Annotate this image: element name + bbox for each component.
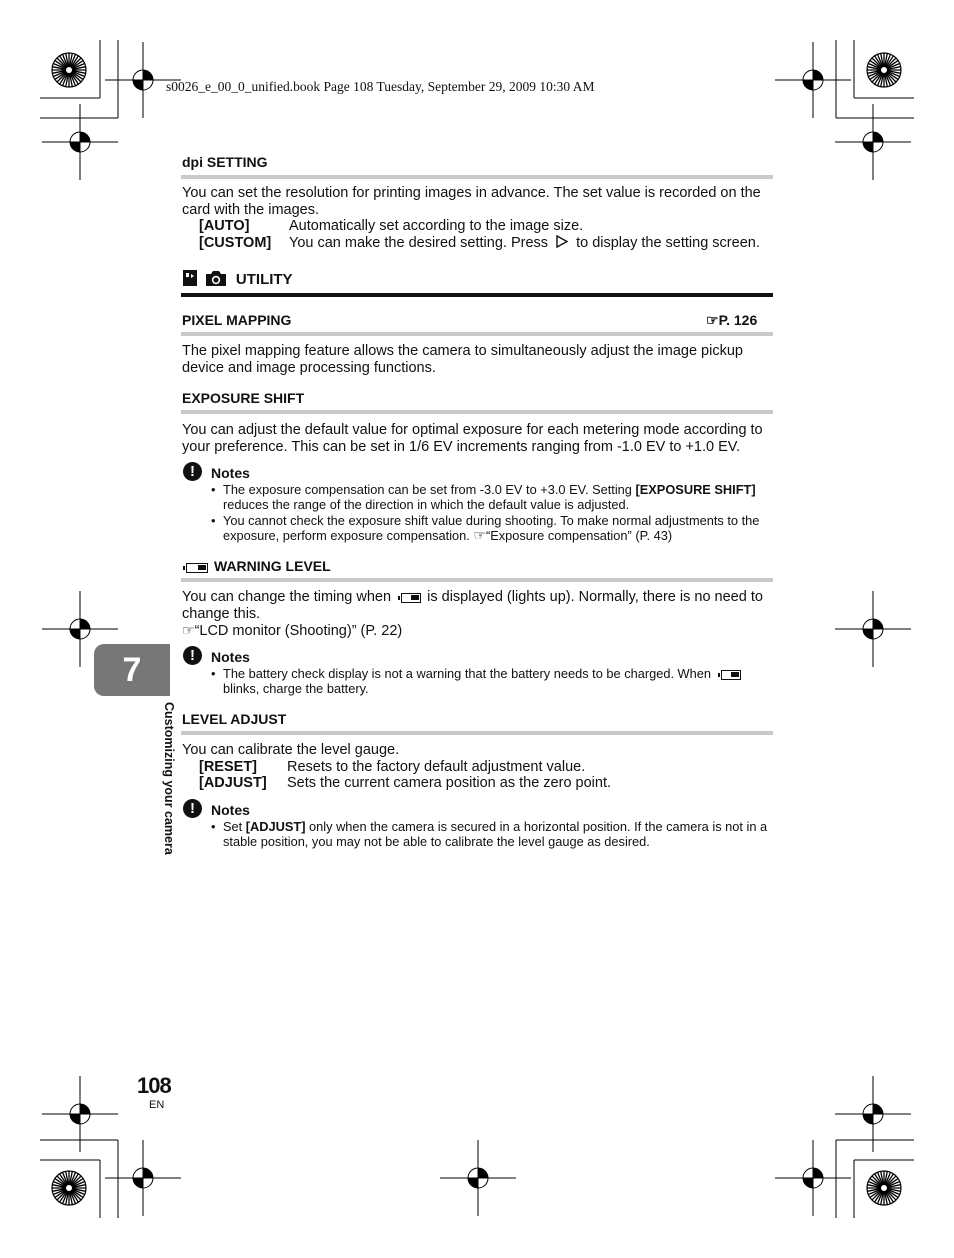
section-title-level-adjust: LEVEL ADJUST bbox=[182, 711, 287, 727]
level-adjust-desc-reset: Resets to the factory default adjustment value. bbox=[287, 759, 586, 775]
page-language: EN bbox=[149, 1099, 165, 1111]
utility-heading bbox=[182, 269, 293, 289]
level-adjust-body: You can calibrate the level gauge. bbox=[182, 742, 400, 758]
note-text: You cannot check the exposure shift value during shooting. To make normal adjustments to the exposure, perform exposure compensation. bbox=[223, 513, 760, 544]
warning-level-body-a: You can change the timing when bbox=[182, 589, 392, 605]
notes-icon: ! bbox=[183, 462, 202, 481]
reference-hand-icon: ☞ bbox=[473, 527, 486, 544]
dpi-term-custom: [CUSTOM] bbox=[199, 235, 272, 251]
chapter-label: Customizing your camera bbox=[162, 702, 176, 855]
section-rule bbox=[181, 175, 773, 179]
note-text: Set bbox=[223, 819, 246, 834]
camera-icon bbox=[205, 269, 227, 287]
battery-icon bbox=[401, 593, 421, 603]
level-adjust-desc-adjust: Sets the current camera position as the zero point. bbox=[287, 775, 612, 791]
reference-hand-icon: ☞ bbox=[706, 312, 719, 328]
utility-rule bbox=[181, 293, 773, 297]
reference-hand-icon: ☞ bbox=[182, 622, 195, 638]
section-rule bbox=[181, 332, 773, 336]
warning-level-body-b: is displayed (lights up). Normally, there is no need to change this. bbox=[182, 589, 763, 622]
bullet: • bbox=[211, 513, 216, 528]
exposure-shift-note-1 bbox=[211, 482, 771, 513]
pixel-mapping-page-ref bbox=[706, 312, 757, 329]
section-rule bbox=[181, 410, 773, 414]
chapter-number: 7 bbox=[122, 651, 142, 689]
note-text-bold: [ADJUST] bbox=[245, 819, 306, 834]
exposure-shift-body: You can adjust the default value for optimal exposure for each metering mode according to your preference. This can be set in 1/6 EV increments ranging from -1.0 EV to +1.0 EV. bbox=[182, 422, 763, 455]
warning-level-ref bbox=[182, 622, 402, 640]
print-header-info: s0026_e_00_0_unified.book Page 108 Tuesday, September 29, 2009 10:30 AM bbox=[166, 79, 595, 94]
battery-icon bbox=[721, 670, 741, 680]
pixel-mapping-body: The pixel mapping feature allows the camera to simultaneously adjust the image pickup device and image processing functions. bbox=[182, 343, 743, 376]
note-text: The battery check display is not a warning that the battery needs to be charged. When bbox=[223, 666, 711, 681]
dpi-desc-custom-text-a: You can make the desired setting. Press bbox=[289, 235, 549, 251]
section-title-pixel-mapping: PIXEL MAPPING bbox=[182, 312, 292, 328]
section-rule bbox=[181, 731, 773, 735]
notes-icon: ! bbox=[183, 799, 202, 818]
exposure-shift-notes-label: Notes bbox=[211, 465, 250, 481]
note-text: only when the camera is secured in a horizontal position. If the camera is not in a stable position, you may not be able to calibrate the level gauge as desired. bbox=[223, 819, 768, 850]
warning-level-ref-text: “LCD monitor (Shooting)” (P. 22) bbox=[194, 623, 403, 639]
dpi-term-auto: [AUTO] bbox=[199, 218, 250, 234]
warning-level-note-1 bbox=[211, 666, 771, 697]
playback-icon bbox=[182, 269, 198, 287]
level-adjust-note-1 bbox=[211, 819, 771, 850]
level-adjust-term-reset: [RESET] bbox=[199, 759, 257, 775]
section-title-dpi-setting: dpi SETTING bbox=[182, 154, 268, 170]
section-title-exposure-shift: EXPOSURE SHIFT bbox=[182, 390, 305, 406]
warning-level-notes-label: Notes bbox=[211, 649, 250, 665]
note-text: reduces the range of the direction in which the default value is adjusted. bbox=[223, 497, 630, 513]
dpi-desc-custom-text-b: to display the setting screen. bbox=[576, 235, 760, 251]
warning-level-body bbox=[182, 589, 772, 622]
page-number: 108 bbox=[137, 1073, 171, 1098]
dpi-desc-custom bbox=[289, 235, 760, 251]
bullet: • bbox=[211, 666, 216, 681]
level-adjust-notes-label: Notes bbox=[211, 802, 250, 818]
note-text: blinks, charge the battery. bbox=[223, 681, 369, 697]
level-adjust-term-adjust: [ADJUST] bbox=[199, 775, 267, 791]
note-text-bold: [EXPOSURE SHIFT] bbox=[635, 482, 756, 497]
exposure-shift-note-2 bbox=[211, 513, 771, 544]
dpi-body: You can set the resolution for printing images in advance. The set value is recorded on the card with the images. bbox=[182, 185, 761, 218]
section-title-utility: UTILITY bbox=[235, 271, 293, 288]
pixel-mapping-ref-text: P. 126 bbox=[718, 312, 758, 328]
bullet: • bbox=[211, 482, 216, 497]
section-rule bbox=[181, 578, 773, 582]
note-ref-text: “Exposure compensation” (P. 43) bbox=[485, 528, 673, 544]
arrow-right-icon bbox=[555, 235, 569, 248]
section-title-warning-level: WARNING LEVEL bbox=[214, 558, 331, 574]
battery-icon bbox=[186, 563, 208, 573]
dpi-desc-auto: Automatically set according to the image size. bbox=[289, 218, 584, 234]
notes-icon: ! bbox=[183, 646, 202, 665]
note-text: The exposure compensation can be set from -3.0 EV to +3.0 EV. Setting bbox=[223, 482, 636, 497]
bullet: • bbox=[211, 819, 216, 834]
warning-level-heading bbox=[182, 558, 331, 576]
